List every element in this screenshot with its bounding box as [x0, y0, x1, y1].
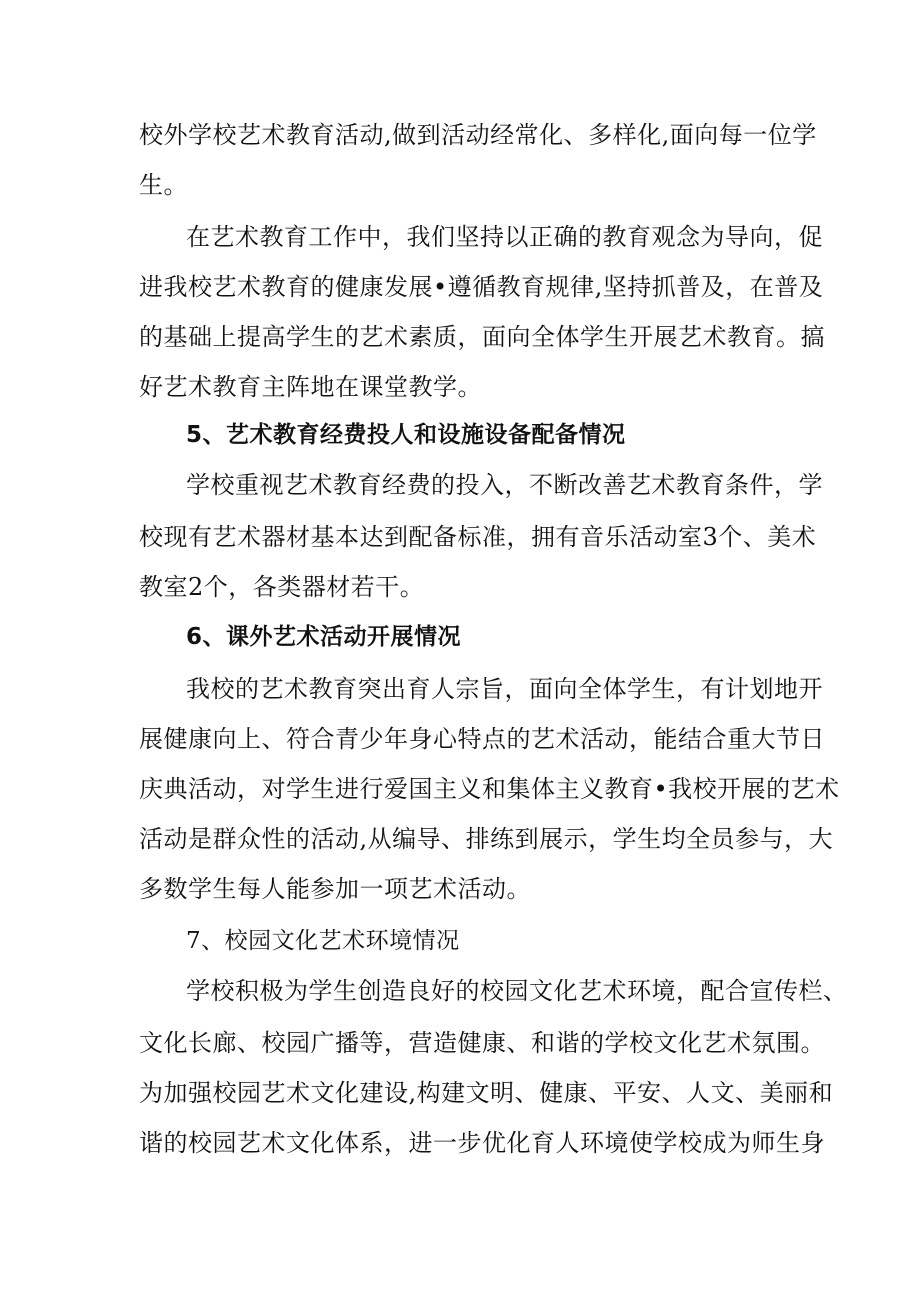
- paragraph-line: 活动是群众性的活动,从编导、排练到展示，学生均全员参与，大: [139, 825, 834, 853]
- paragraph-line: 的基础上提高学生的艺术素质，面向全体学生开展艺术教育。搞: [139, 323, 825, 351]
- section-heading-5: 5、艺术教育经费投人和设施设备配备情况: [186, 422, 626, 448]
- paragraph-line: 多数学生每人能参加一项艺术活动。: [139, 875, 531, 903]
- section-heading-6: 6、课外艺术活动开展情况: [186, 624, 462, 650]
- paragraph-line: 学校积极为学生创造良好的校园文化艺术环境，配合宣传栏、: [186, 977, 848, 1005]
- paragraph-line: 庆典活动，对学生进行爱国主义和集体主义教育•我校开展的艺术: [139, 775, 840, 803]
- paragraph-line: 校外学校艺术教育活动,做到活动经常化、多样化,面向每一位学: [139, 121, 817, 149]
- paragraph-line: 在艺术教育工作中，我们坚持以正确的教育观念为导向，促: [186, 223, 823, 251]
- section-heading-7: 7、校园文化艺术环境情况: [186, 928, 460, 954]
- paragraph-line: 学校重视艺术教育经费的投入，不断改善艺术教育条件，学: [186, 471, 823, 499]
- paragraph-line: 校现有艺术器材基本达到配备标准，拥有音乐活动室3个、美术: [139, 523, 817, 551]
- paragraph-line: 谐的校园艺术文化体系，进一步优化育人环境使学校成为师生身: [139, 1129, 825, 1157]
- paragraph-line: 展健康向上、符合青少年身心特点的艺术活动，能结合重大节日: [139, 725, 825, 753]
- paragraph-line: 文化长廊、校园广播等，营造健康、和谐的学校文化艺术氛围。: [139, 1029, 825, 1057]
- paragraph-line: 好艺术教育主阵地在课堂教学。: [139, 373, 482, 401]
- paragraph-line: 我校的艺术教育突出育人宗旨，面向全体学生，有计划地开: [186, 675, 823, 703]
- paragraph-line: 教室2个，各类器材若干。: [139, 573, 425, 601]
- paragraph-line: 进我校艺术教育的健康发展•遵循教育规律,坚持抓普及，在普及: [139, 273, 824, 301]
- paragraph-line: 为加强校园艺术文化建设,构建文明、健康、平安、人文、美丽和: [139, 1079, 834, 1107]
- paragraph-line: 生。: [139, 171, 188, 199]
